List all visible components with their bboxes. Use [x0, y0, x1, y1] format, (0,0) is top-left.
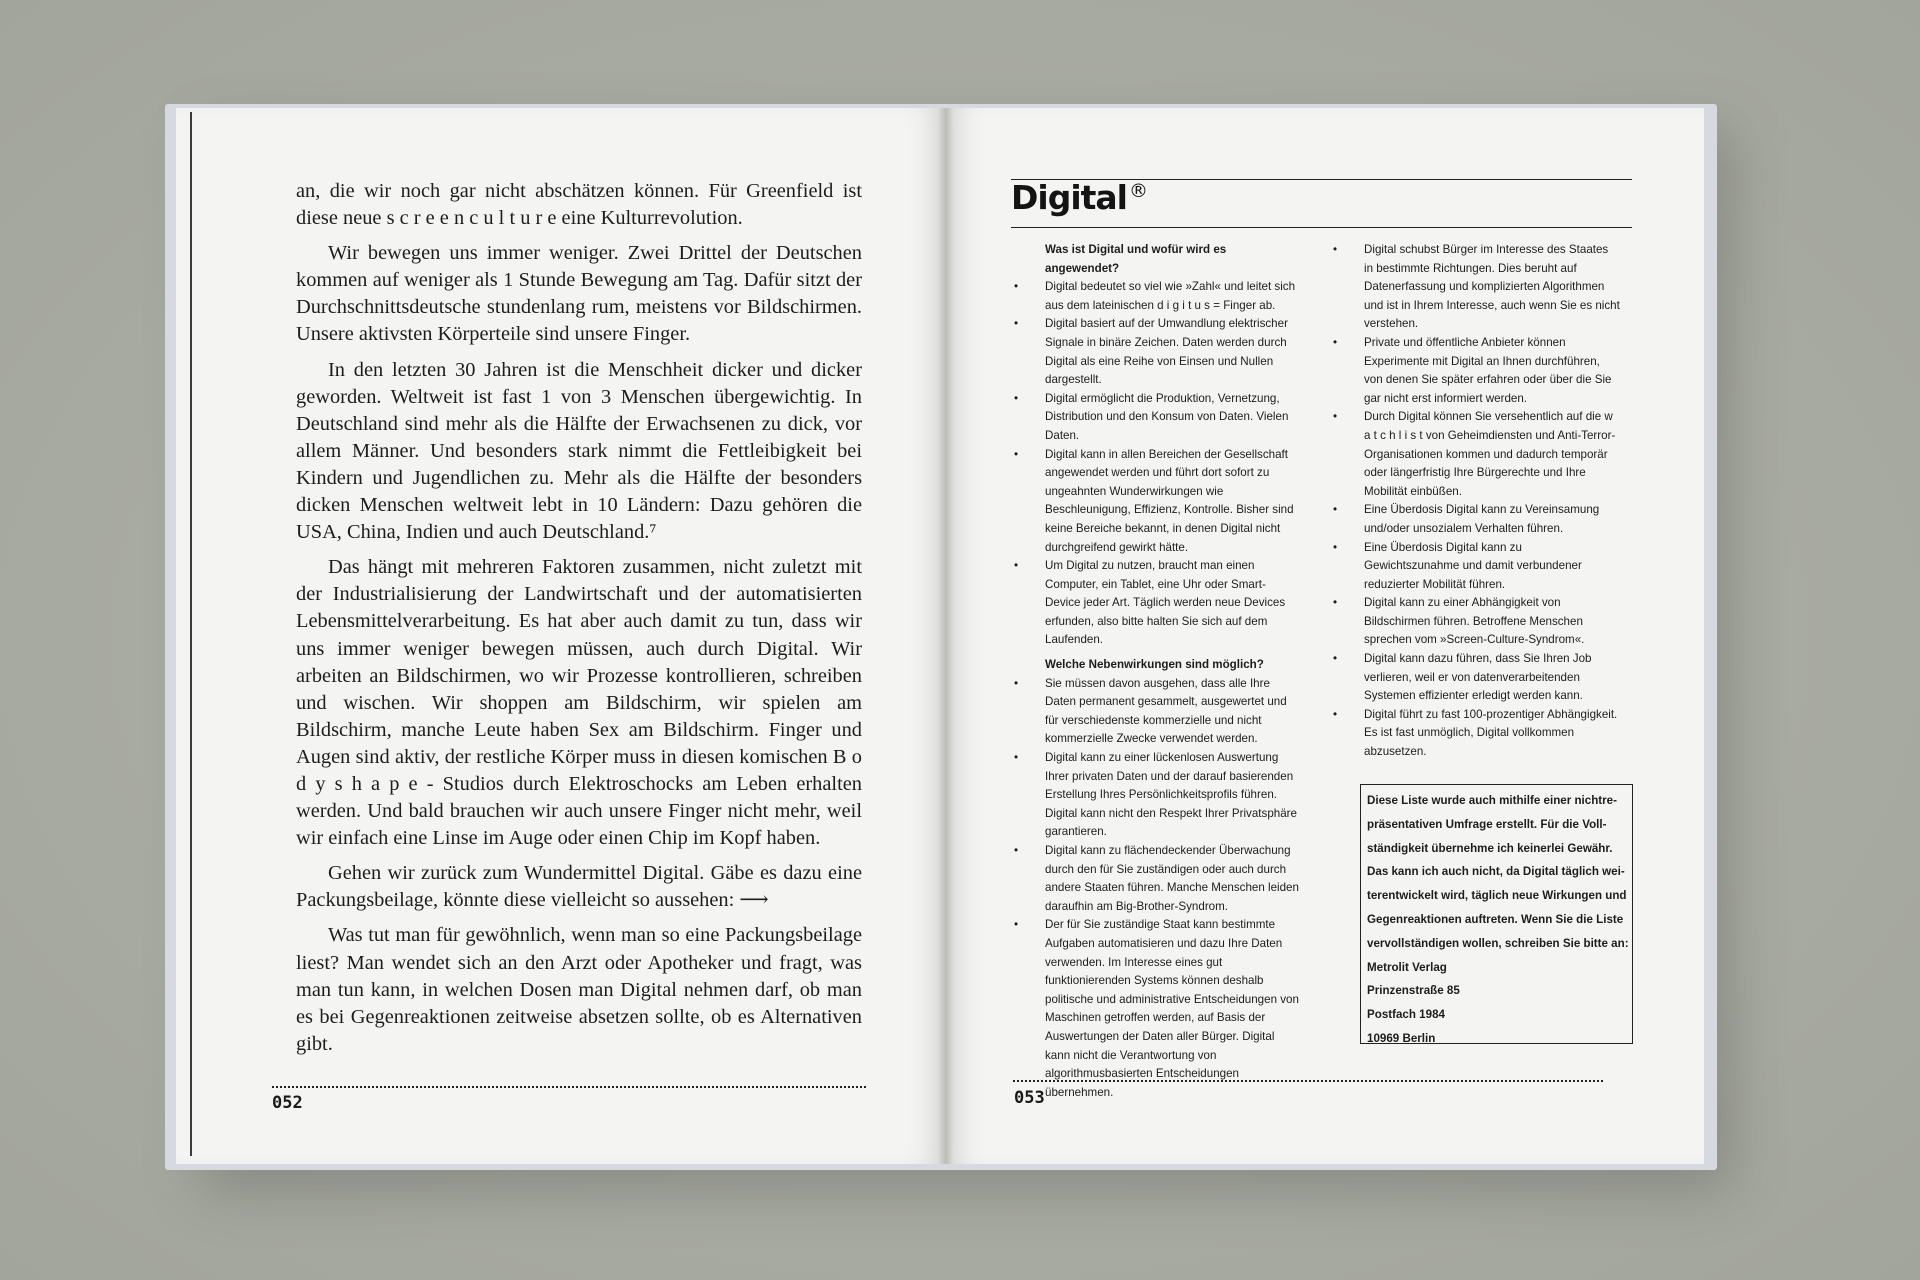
note-line: Das kann ich auch nicht, da Digital täglich wei-	[1367, 865, 1625, 879]
section-list	[1330, 241, 1620, 762]
list-item: • Durch Digital können Sie versehentlich auf die w a t c h l i s t von Geheimdiensten und Anti-Terror-Organisationen kommen und dadurch temporär oder längerfristig Ihre Bürgerechte und Ihre Mobilität einbüßen.	[1330, 408, 1620, 501]
page-title: Digital ®	[1011, 178, 1147, 217]
paragraph: Wir bewegen uns immer weniger. Zwei Drittel der Deutschen kommen auf weniger als 1 Stunde Bewegung am Tag. Dafür sitzt der Durchschnittsdeutsche stundenlang rum, meistens vor Bildschirmen. Unsere aktivsten Körperteile sind unsere Finger.	[296, 242, 862, 346]
book-gutter	[938, 108, 954, 1164]
list-item: • Digital bedeutet so viel wie »Zahl« und leitet sich aus dem lateinischen d i g i t u s = Finger ab.	[1011, 278, 1301, 315]
note-line: ständigkeit übernehme ich keinerlei Gewähr.	[1367, 841, 1613, 855]
note-line: Postfach 1984	[1367, 1008, 1445, 1022]
note-line: Prinzenstraße 85	[1367, 984, 1460, 998]
note-line: Diese Liste wurde auch mithilfe einer nichtre-	[1367, 794, 1617, 807]
paragraph: an, die wir noch gar nicht abschätzen können. Für Greenfield ist diese neue s c r e e n c u l t u r e eine Kulturrevolution.	[296, 180, 862, 230]
right-page-number: 053	[1014, 1088, 1045, 1108]
note-line: terentwickelt wird, täglich neue Wirkungen und	[1367, 889, 1627, 903]
list-item: • Digital kann zu einer Abhängigkeit von Bildschirmen führen. Betroffene Menschen sprechen vom »Screen-Culture-Syndrom«.	[1330, 594, 1620, 650]
list-item: • Digital kann zu flächendeckender Überwachung durch den für Sie zuständigen oder auch durch andere Staaten führen. Manche Menschen leiden daraufhin am Big-Brother-Syndrom.	[1011, 842, 1301, 916]
leaflet-column-1	[1011, 241, 1301, 1108]
left-footer-rule	[272, 1086, 866, 1088]
list-item: • Eine Überdosis Digital kann zu Vereinsamung und/oder unsozialem Verhalten führen.	[1330, 501, 1620, 538]
paragraph: Das hängt mit mehreren Faktoren zusammen, nicht zuletzt mit der Industrialisierung der Landwirtschaft und der automatisierten Lebensmittelverarbeitung. Es hat aber auch damit zu tun, dass wir uns immer weniger bewegen müssen, auch durch Digital. Wir arbeiten an Bildschirmen, wo wir Prozesse kontrollieren, schreiben und wischen. Wir shoppen am Bildschirm, wir spielen am Bildschirm, manche Leute haben Sex am Bildschirm. Finger und Augen sind aktiv, der restliche Körper muss in diesen komischen B o d y s h a p e - Studios durch Elektroschocks am Leben erhalten werden. Und bald brauchen wir auch unsere Finger nicht mehr, weil wir einfach eine Linse im Auge oder einen Chip im Kopf haben.	[296, 556, 862, 850]
registered-mark: ®	[1129, 180, 1147, 202]
list-item: • Um Digital zu nutzen, braucht man einen Computer, ein Tablet, eine Uhr oder Smart-Device jeder Art. Täglich werden neue Devices erfunden, also bitte halten Sie sich auf dem Laufenden.	[1011, 557, 1301, 650]
note-box	[1360, 784, 1633, 1044]
note-line: vervollständigen wollen, schreiben Sie bitte an:	[1367, 936, 1629, 950]
right-footer-rule	[1013, 1080, 1603, 1082]
paragraph: In den letzten 30 Jahren ist die Menschheit dicker und dicker geworden. Weltweit ist fast 1 von 3 Menschen übergewichtig. In Deutschland sind mehr als die Hälfte der Erwachsenen zu dick, vor allem Männer. Und besonders stark nimmt die Fettleibigkeit bei Kindern und Jugendlichen zu. Mehr als die Hälfte der besonders dicken Menschen weltweit lebt in 10 Ländern: Dazu gehören die USA, China, Indien und auch Deutschland.⁷	[296, 358, 862, 544]
list-item: • Private und öffentliche Anbieter können Experimente mit Digital an Ihnen durchführen, von denen Sie später erfahren oder über die Sie gar nicht erst informiert werden.	[1330, 334, 1620, 408]
section-heading: Welche Nebenwirkungen sind möglich?	[1045, 658, 1264, 672]
left-page-number: 052	[272, 1093, 303, 1113]
left-page-body	[296, 178, 862, 1066]
leaflet-column-2	[1330, 241, 1620, 768]
list-item: • Digital basiert auf der Umwandlung elektrischer Signale in binäre Zeichen. Daten werden durch Digital als eine Reihe von Einsen und Nullen dargestellt.	[1011, 315, 1301, 389]
list-item: • Digital kann dazu führen, dass Sie Ihren Job verlieren, weil er von datenverarbeitenden Systemen effizienter erledigt werden kann.	[1330, 650, 1620, 706]
list-item: • Der für Sie zuständige Staat kann bestimmte Aufgaben automatisieren und dazu Ihre Daten verwenden. Im Interesse eines gut funktionierenden Systems können deshalb politische und administrative Entscheidungen von Maschinen getroffen werden, auf Basis der Auswertungen der Daten aller Bürger. Digital kann nicht die Verantwortung von algorithmusbasierten Entscheidungen übernehmen.	[1011, 916, 1301, 1102]
list-item: • Sie müssen davon ausgehen, dass alle Ihre Daten permanent gesammelt, ausgewertet und für verschiedenste kommerzielle und nicht kommerzielle Zwecke verwendet werden.	[1011, 675, 1301, 749]
paragraph: Gehen wir zurück zum Wundermittel Digital. Gäbe es dazu eine Packungsbeilage, könnte diese vielleicht so aussehen: ⟶	[296, 862, 862, 912]
note-line: präsentativen Umfrage erstellt. Für die Voll-	[1367, 817, 1607, 831]
list-item: • Digital kann in allen Bereichen der Gesellschaft angewendet werden und führt dort sofort zu ungeahnten Wunderwirkungen wie Beschleunigung, Effizienz, Kontrolle. Bisher sind keine Bereiche bekannt, in denen Digital nicht durchgreifend gewirkt hätte.	[1011, 446, 1301, 558]
note-line: 10969 Berlin	[1367, 1031, 1436, 1045]
page-edge-rule	[190, 112, 192, 1156]
paragraph: Was tut man für gewöhnlich, wenn man so eine Packungsbeilage liest? Man wendet sich an den Arzt oder Apotheker und fragt, was man tun kann, in welchen Dosen man Digital nehmen darf, ob man es bei Gegenreaktionen zeitweise absetzen sollte, ob es Alternativen gibt.	[296, 924, 862, 1055]
section-list	[1011, 278, 1301, 650]
list-item: • Digital kann zu einer lückenlosen Auswertung Ihrer privaten Daten und der darauf basierenden Erstellung Ihres Persönlichkeitsprofils führen. Digital kann nicht den Respekt Ihrer Privatsphäre garantieren.	[1011, 749, 1301, 842]
list-item: • Digital schubst Bürger im Interesse des Staates in bestimmte Richtungen. Dies beruht auf Datenerfassung und komplizierten Algorithmen und ist in Ihrem Interesse, auch wenn Sie es nicht verstehen.	[1330, 241, 1620, 334]
title-rule-bottom	[1011, 227, 1632, 228]
list-item: • Eine Überdosis Digital kann zu Gewichtszunahme und damit verbundener reduzierter Mobilität führen.	[1330, 539, 1620, 595]
section-list	[1011, 675, 1301, 1103]
note-line: Metrolit Verlag	[1367, 960, 1447, 974]
section-heading: Was ist Digital und wofür wird es angewendet?	[1045, 243, 1227, 275]
list-item: • Digital führt zu fast 100-prozentiger Abhängigkeit. Es ist fast unmöglich, Digital vollkommen abzusetzen.	[1330, 706, 1620, 762]
list-item: • Digital ermöglicht die Produktion, Vernetzung, Distribution und den Konsum von Daten. Vielen Daten.	[1011, 390, 1301, 446]
note-line: Gegenreaktionen auftreten. Wenn Sie die Liste	[1367, 912, 1624, 926]
